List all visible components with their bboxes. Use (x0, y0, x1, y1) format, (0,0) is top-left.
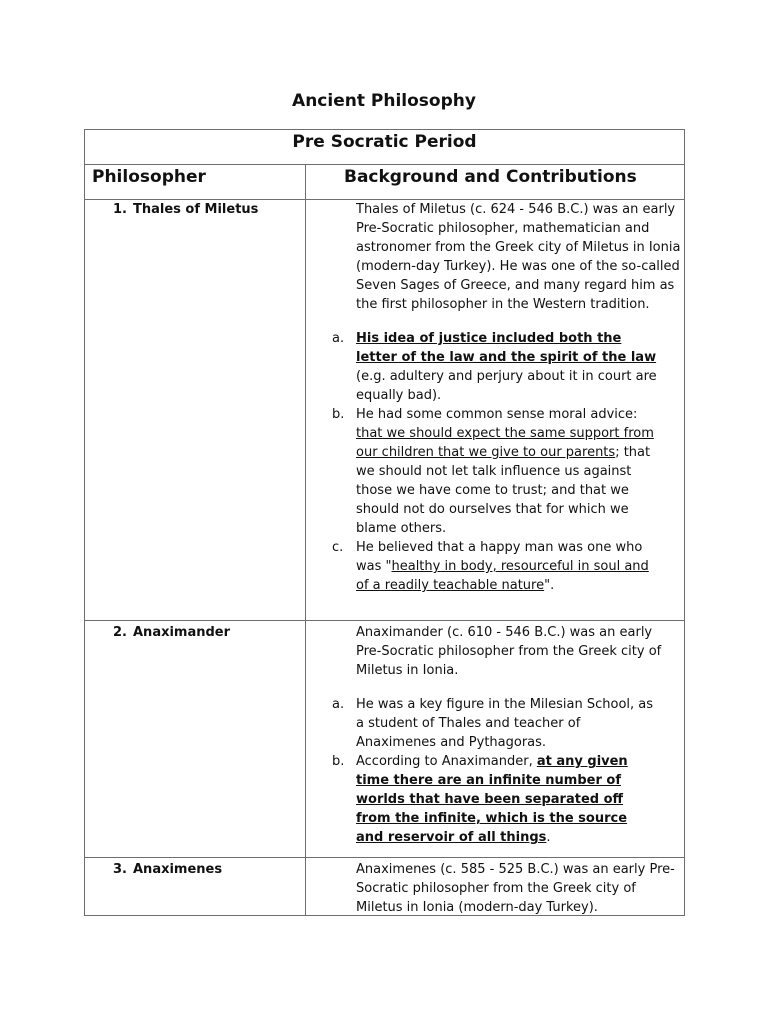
contribution-list (332, 329, 657, 595)
table-rule (85, 164, 684, 165)
background-cell (332, 200, 681, 595)
item-text: . (546, 830, 551, 845)
table-rule (85, 857, 684, 858)
list-marker: b. (332, 407, 345, 422)
list-marker: a. (332, 697, 345, 712)
philosopher-label: Anaximenes (133, 862, 223, 877)
item-text: According to Anaximander, (356, 754, 537, 769)
list-item (332, 405, 657, 538)
emphasized-text: His idea of justice included both the letter of the law and the spirit of the law (356, 331, 657, 365)
list-marker: c. (332, 540, 344, 555)
emphasized-text: at any given time there are an infinite number of worlds that have been separated off from the infinite, which is the source and reservoir of all things (356, 754, 628, 845)
list-number: 3. (113, 862, 127, 877)
item-text: ". (544, 578, 555, 593)
column-divider (305, 164, 306, 916)
list-number: 1. (113, 202, 127, 217)
item-text: He believed that a happy man was one who was " (356, 540, 643, 574)
list-marker: a. (332, 331, 345, 346)
item-text: ; that we should not let talk influence us against those we have come to trust; and that we should not do ourselves that for which we blame others. (356, 445, 651, 536)
list-number: 2. (113, 625, 127, 640)
intro-paragraph: Anaximander (c. 610 - 546 B.C.) was an early Pre-Socratic philosopher from the Greek city of Miletus in Ionia. (356, 625, 662, 678)
philosopher-name (113, 201, 258, 218)
philosopher-name (113, 861, 222, 878)
item-text: (e.g. adultery and perjury about it in court are equally bad). (356, 369, 657, 403)
list-item (332, 695, 657, 752)
item-text: He had some common sense moral advice: (356, 407, 638, 422)
item-text: He was a key figure in the Milesian School, as a student of Thales and teacher of Anaximenes and Pythagoras. (356, 697, 654, 750)
background-cell (332, 623, 681, 847)
contribution-list (332, 695, 657, 847)
list-marker: b. (332, 754, 345, 769)
philosophy-table (84, 129, 685, 916)
intro-paragraph: Anaximenes (c. 585 - 525 B.C.) was an early Pre-Socratic philosopher from the Greek city of Miletus in Ionia (modern-day Turkey). (356, 862, 675, 915)
column-header-background: Background and Contributions (344, 167, 637, 187)
underlined-text: that we should expect the same support from our children that we give to our parents (356, 426, 654, 460)
list-item (332, 752, 657, 847)
underlined-text: healthy in body, resourceful in soul and of a readily teachable nature (356, 559, 649, 593)
list-item (332, 329, 657, 405)
period-title: Pre Socratic Period (292, 132, 477, 152)
philosopher-label: Thales of Miletus (133, 202, 259, 217)
background-cell (356, 860, 681, 917)
intro-paragraph: Thales of Miletus (c. 624 - 546 B.C.) was an early Pre-Socratic philosopher, mathematician and astronomer from the Greek city of Miletus in Ionia (modern-day Turkey). He was one of the so-called Seven Sages of Greece, and many regard him as the first philosopher in the Western tradition. (356, 202, 681, 312)
list-item (332, 538, 657, 595)
philosopher-name (113, 624, 230, 641)
philosopher-label: Anaximander (133, 625, 231, 640)
table-rule (85, 620, 684, 621)
column-header-philosopher: Philosopher (92, 167, 206, 187)
document-title: Ancient Philosophy (292, 91, 476, 111)
